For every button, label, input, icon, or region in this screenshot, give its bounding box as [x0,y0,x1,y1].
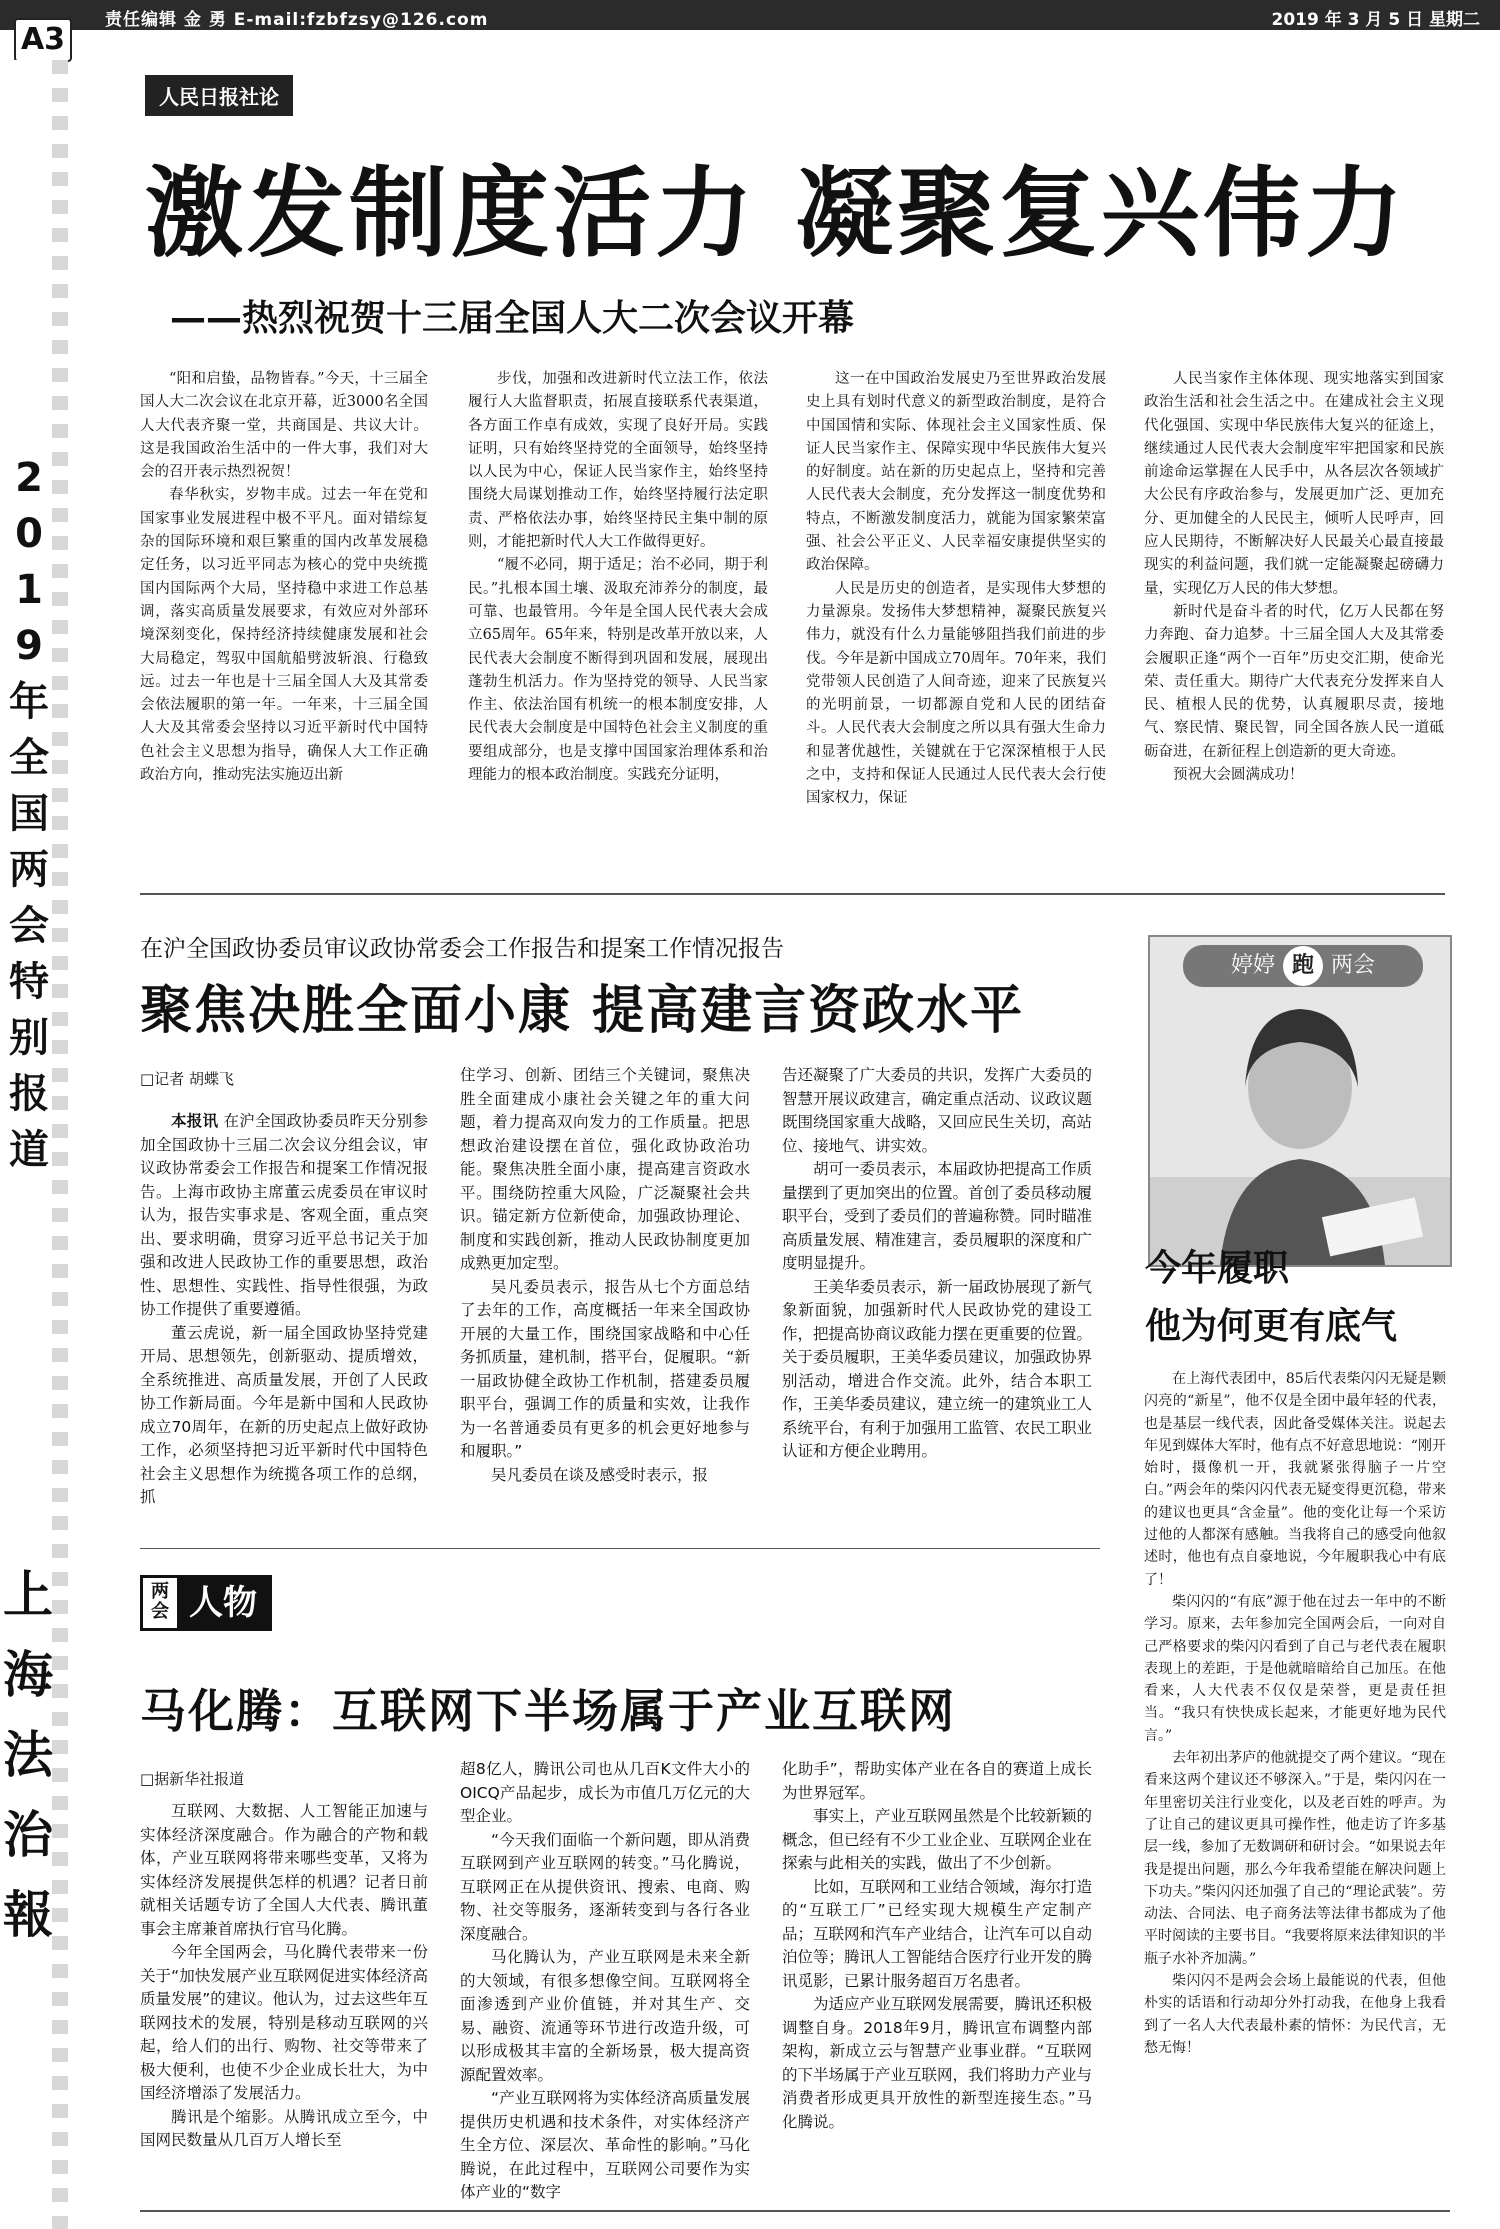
paragraph: 这一在中国政治发展史乃至世界政治发展史上具有划时代意义的新型政治制度，是符合中国国情和实际、体现社会主义国家性质、保证人民当家作主、保障实现中华民族伟大复兴的好制度。站在新的历史起点上，坚持和完善人民代表大会制度，充分发挥这一制度优势和特点，不断激发制度活力，就能为国家繁荣富强、社会公平正义、人民幸福安康提供坚实的政治保障。 [806,371,1106,574]
page-bottom-rule [140,2210,1450,2212]
paragraph: 化助手”，帮助实体产业在各自的赛道上成长为世界冠军。 [782,1760,1092,1802]
sidebar-char: 两 [9,847,49,893]
masthead-char: 上 [3,1565,53,1624]
lead-tag: 本报讯 [171,1112,219,1130]
paragraph: “履不必同，期于适足；治不必同，期于利民。”扎根本国土壤、汲取充沛养分的制度，最可靠、也最管用。今年是全国人民代表大会成立65周年。65年来，特别是改革开放以来，人民代表大会制度不断得到巩固和发展，展现出蓬勃生机活力。作为坚持党的领导、人民当家作主、依法治国有机统一的根本制度安排，人民代表大会制度是中国特色社会主义制度的重要组成部分，也是支撑中国国家治理体系和治理能力的根本政治制度。实践充分证明， [468,557,768,784]
sidebar-char: 会 [9,903,49,949]
page-header-bar [0,0,1500,30]
paragraph: 腾讯是个缩影。从腾讯成立至今，中国网民数量从几百万人增长至 [140,2107,428,2149]
sidebar-stripe [52,60,68,2229]
paragraph: “产业互联网将为实体经济高质量发展提供历史机遇和技术条件，对实体经济产生全方位、深层次、革命性的影响。”马化腾说，在此过程中，互联网公司要作为实体产业的“数字 [460,2089,750,2201]
article2-column-2 [460,1064,750,1487]
paragraph: 董云虎说，新一届全国政协坚持党建开局、思想领先，创新驱动、提质增效，全系统推进、高质量发展，开创了人民政协工作新局面。今年是新中国和人民政协成立70周年，在新的历史起点上做好政协工作，必须坚持把习近平新时代中国特色社会主义思想作为统揽各项工作的总纲，抓 [140,1323,428,1506]
sidebar-char: 国 [9,791,49,837]
article3-byline: □据新华社报道 [140,1770,245,1788]
editor-line: 责任编辑 金 勇 E-mail:fzbfzsy@126.com [105,10,489,30]
sidebar-story-title [1145,1240,1397,1356]
paragraph: 王美华委员表示，新一届政协展现了新气象新面貌，加强新时代人民政协党的建设工作，把提高协商议政能力摆在更重要的位置。关于委员履职，王美华委员建议，加强政协界别活动，增进合作交流。此外，结合本职工作，王美华委员建议，建立统一的建筑业工人系统平台，有利于加强用工监管、农民工职业认证和方便企业聘用。 [782,1277,1093,1460]
paragraph: 超8亿人，腾讯公司也从几百K文件大小的OICQ产品起步，成长为市值几万亿元的大型企业。 [460,1760,750,1825]
column-tag-run: 跑 [1283,946,1323,986]
paragraph: 春华秋实，岁物丰成。过去一年在党和国家事业发展进程中极不平凡。面对错综复杂的国际环境和艰巨繁重的国内改革发展稳定任务，以习近平同志为核心的党中央统揽国内国际两个大局，坚持稳中求进工作总基调，落实高质量发展要求，有效应对外部环境深刻变化，保持经济持续健康发展和社会大局稳定，驾驭中国航船劈波斩浪、行稳致远。过去一年也是十三届全国人大及其常委会依法履职的第一年。一年来，十三届全国人大及其常委会坚持以习近平新时代中国特色社会主义思想为指导，确保人大工作正确政治方向，推动宪法实施迈出新 [140,487,428,784]
paragraph: “阳和启蛰，品物皆春。”今天，十三届全国人大二次会议在北京开幕，近3000名全国人大代表齐聚一堂，共商国是、共议大计。这是我国政治生活中的一件大事，我们对大会的召开表示热烈祝贺！ [140,371,428,481]
paragraph: 住学习、创新、团结三个关键词，聚焦决胜全面建成小康社会关键之年的重大问题，着力提高双向发力的工作质量。把思想政治建设摆在首位，强化政协政治功能。聚焦决胜全面小康，提高建言资政水平。围绕防控重大风险，广泛凝聚社会共识。锚定新方位新使命，加强政协理论、制度和实践创新，推动人民政协制度更加成熟更加定型。 [460,1066,750,1272]
article3-column-1 [140,1800,428,2153]
sidebar-char: 年 [9,679,49,725]
paragraph: 人民是历史的创造者，是实现伟大梦想的力量源泉。发扬伟大梦想精神，凝聚民族复兴伟力，就没有什么力量能够阻挡我们前进的步伐。今年是新中国成立70周年。70年来，我们党带领人民创造了人间奇迹，迎来了民族复兴的光明前景，一切都源自党和人民的团结奋斗。人民代表大会制度之所以具有强大生命力和显著优越性，关键就在于它深深植根于人民之中，支持和保证人民通过人民代表大会行使国家权力，保证 [806,580,1106,807]
paragraph: 在上海代表团中，85后代表柴闪闪无疑是颗闪亮的“新星”，他不仅是全团中最年轻的代表，也是基层一线代表，因此备受媒体关注。说起去年见到媒体大军时，他有点不好意思地说：“刚开始时，摄像机一开，我就紧张得脑子一片空白。”两会年的柴闪闪代表无疑变得更沉稳，带来的建议也更具“含金量”。他的变化让每一个采访过他的人都深有感触。当我将自己的感受向他叙述时，他也有点自豪地说，今年履职我心中有底了！ [1144,1371,1446,1588]
masthead-char: 海 [3,1645,53,1704]
sidebar-char: 0 [15,511,43,557]
sidebar-char: 别 [9,1015,49,1061]
paragraph [140,1110,428,1322]
section-divider [140,893,1445,895]
article3-column-3 [782,1758,1092,2134]
paragraph: 事实上，产业互联网虽然是个比较新颖的概念，但已经有不少工业企业、互联网企业在探索与此相关的实践，做出了不少创新。 [782,1807,1093,1872]
paragraph: “今天我们面临一个新问题，即从消费互联网到产业互联网的转变。”马化腾说，互联网正在从提供资讯、搜索、电商、购物、社交等服务，逐渐转变到与各行各业深度融合。 [460,1830,750,1943]
paragraph: 步伐，加强和改进新时代立法工作，依法履行人大监督职责，拓展直接联系代表渠道，各方面工作卓有成效，实现了良好开局。实践证明，只有始终坚持党的全面领导，始终坚持以人民为中心，保证人民当家作主，始终坚持围绕大局谋划推动工作，始终坚持履行法定职责、严格依法办事，始终坚持民主集中制的原则，才能把新时代人大工作做得更好。 [468,371,768,551]
paragraph: 为适应产业互联网发展需要，腾讯还积极调整自身。2018年9月，腾讯宣布调整内部架构，新成立云与智慧产业事业群。“互联网的下半场属于产业互联网，我们将助力产业与消费者形成更具开放性的新型连接生态。”马化腾说。 [782,1995,1093,2131]
sidebar-char: 道 [9,1127,49,1173]
masthead-char: 法 [3,1725,53,1784]
column-tag-left: 婷婷 [1230,953,1275,978]
paragraph: 胡可一委员表示，本届政协把提高工作质量摆到了更加突出的位置。首创了委员移动履职平台，受到了委员们的普遍称赞。同时瞄准高质量发展、精准建言，委员履职的深度和广度明显提升。 [782,1160,1093,1272]
paragraph: 吴凡委员表示，报告从七个方面总结了去年的工作，高度概括一年来全国政协开展的大量工作，围绕国家战略和中心任务抓质量，建机制，搭平台，促履职。“新一届政协健全政协工作机制，搭建委员履职平台，强调工作的质量和实效，让我作为一名普通委员有更多的机会更好地参与和履职。” [460,1277,750,1460]
column-tag [1183,945,1423,987]
paragraph: 新时代是奋斗者的时代，亿万人民都在努力奔跑、奋力追梦。十三届全国人大及其常委会履职正逢“两个一百年”历史交汇期，使命光荣、责任重大。期待广大代表充分发挥来自人民、植根人民的优势，认真履职尽责，接地气、察民情、聚民智，同全国各族人民一道砥砺奋进，在新征程上创造新的更大奇迹。 [1144,603,1444,760]
section-label-editorial: 人民日报社论 [145,75,293,116]
section-tag-persons [140,1575,272,1631]
paragraph: 人民当家作主体体现、现实地落实到国家政治生活和社会生活之中。在建成社会主义现代化强国、实现中华民族伟大复兴的征途上，继续通过人民代表大会制度牢牢把国家和民族前途命运掌握在人民手中，从各层次各领域扩大公民有序政治参与，发展更加广泛、更加充分、更加健全的人民民主，倾听人民呼声，回应人民期待，不断解决好人民最关心最直接最现实的利益问题，我们就一定能凝聚起磅礴力量，实现亿万人民的伟大梦想。 [1144,371,1444,597]
paragraph-text: 在沪全国政协委员昨天分别参加全国政协十三届二次会议分组会议，审议政协常委会工作报告和提案工作情况报告。上海市政协主席董云虎委员在审议时认为，报告实事求是、客观全面，重点突出、要求明确，贯穿习近平总书记关于加强和改进人民政协工作的重要思想，政治性、思想性、实践性、指导性很强，为政协工作提供了重要遵循。 [140,1112,428,1318]
section-divider [140,1548,1100,1549]
editorial-column-2 [468,368,768,787]
newspaper-masthead [2,1555,54,1955]
title-line: 今年履职 [1145,1248,1290,1289]
section-tag-big: 人物 [177,1578,269,1628]
paragraph: 柴闪闪的“有底”源于他在过去一年中的不断学习。原来，去年参加完全国两会后，一向对自己严格要求的柴闪闪看到了自己与老代表在履职表现上的差距，于是他就暗暗给自己加压。在他看来，人大代表不仅仅是荣誉，更是责任担当。“我只有快快成长起来，才能更好地为民代言。” [1144,1593,1446,1744]
paragraph: 去年初出茅庐的他就提交了两个建议。“现在看来这两个建议还不够深入。”于是，柴闪闪在一年里密切关注行业变化，以及老百姓的呼声。为了让自己的建议更具可操作性，他走访了许多基层一线，参加了无数调研和研讨会。“如果说去年我是提出问题，那么今年我希望能在解决问题上下功夫。”柴闪闪还加强了自己的“理论武装”。劳动法、合同法、电子商务法等法律书都成为了他平时阅读的主要书目。“我要将原来法律知识的半瓶子水补齐加满。” [1144,1750,1446,1967]
paragraph: 吴凡委员在谈及感受时表示，报 [491,1465,709,1484]
issue-date: 2019 年 3 月 5 日 星期二 [1271,10,1480,30]
editorial-column-3 [806,368,1106,811]
section-tag-small: 两会 [143,1578,177,1628]
column-tag-right: 两会 [1331,953,1376,978]
special-report-title [6,450,52,1178]
masthead-char: 報 [3,1885,53,1944]
sidebar-char: 全 [9,735,49,781]
main-headline: 激发制度活力 凝聚复兴伟力 [145,157,1408,271]
article2-column-1 [140,1110,428,1510]
page-number-badge: A3 [14,18,72,62]
paragraph: 今年全国两会，马化腾代表带来一份关于“加快发展产业互联网促进实体经济高质量发展”的建议。他认为，过去这些年互联网技术的发展，特别是移动互联网的兴起，给人们的出行、购物、社交等带来了极大便利，也使不少企业成长壮大，为中国经济增添了发展活力。 [140,1943,428,2102]
sidebar-char: 报 [9,1071,49,1117]
article2-column-3 [782,1064,1092,1464]
paragraph: 预祝大会圆满成功！ [1173,767,1304,784]
article2-kicker: 在沪全国政协委员审议政协常委会工作报告和提案工作情况报告 [140,936,784,962]
article2-headline: 聚焦决胜全面小康 提高建言资政水平 [140,981,1025,1041]
sidebar-char: 2 [15,455,43,501]
paragraph: 马化腾认为，产业互联网是未来全新的大领域，有很多想像空间。互联网将全面渗透到产业价值链，并对其生产、交易、融资、流通等环节进行改造升级，可以形成极其丰富的全新场景，极大提高资源配置效率。 [460,1948,750,2084]
editorial-column-4 [1144,368,1444,787]
paragraph: 柴闪闪不是两会会场上最能说的代表，但他朴实的话语和行动却分外打动我，在他身上我看到了一名人大代表最朴素的情怀：为民代言，无愁无悔！ [1144,1973,1446,2056]
editorial-column-1 [140,368,428,787]
paragraph: 比如，互联网和工业结合领域，海尔打造的“互联工厂”已经实现大规模生产定制产品；互联网和汽车产业结合，让汽车可以自动泊位等；腾讯人工智能结合医疗行业开发的腾讯觅影，已累计服务超百万名患者。 [782,1877,1093,1990]
paragraph: 告还凝聚了广大委员的共识，发挥广大委员的智慧开展议政建言，确定重点活动、议政议题既围绕国家重大战略，又回应民生关切，高站位、接地气、讲实效。 [782,1066,1093,1155]
article3-column-2 [460,1758,750,2205]
article2-byline: □记者 胡蝶飞 [140,1070,234,1088]
masthead-char: 治 [3,1805,53,1864]
sidebar-char: 1 [15,567,43,613]
paragraph: 互联网、大数据、人工智能正加速与实体经济深度融合。作为融合的产物和载体，产业互联网将带来哪些变革，又将为实体经济发展提供怎样的机遇？记者日前就相关话题专访了全国人大代表、腾讯董事会主席兼首席执行官马化腾。 [140,1802,428,1938]
sidebar-char: 9 [15,623,43,669]
main-subheadline: ——热烈祝贺十三届全国人大二次会议开幕 [170,298,855,339]
sidebar-char: 特 [9,959,49,1005]
article3-headline: 马化腾：互联网下半场属于产业互联网 [140,1684,956,1738]
title-line: 他为何更有底气 [1145,1306,1398,1347]
sidebar-story-body [1144,1368,1446,2059]
